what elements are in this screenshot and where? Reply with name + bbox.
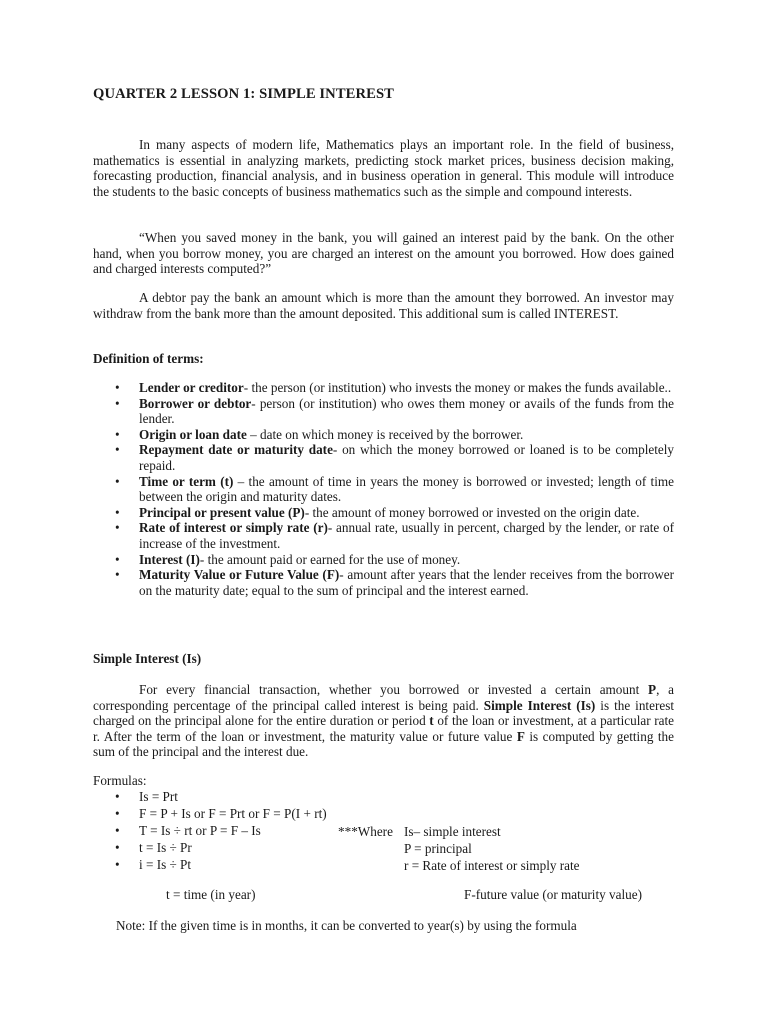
where-item: r = Rate of interest or simply rate	[404, 858, 580, 873]
bullet-icon: •	[115, 442, 120, 458]
bullet-icon: •	[115, 520, 120, 536]
list-item: • Lender or creditor- the person (or institution) who invests the money or makes the funds available..	[115, 380, 672, 395]
list-item: • F = P + Is or F = Prt or F = P(I + rt)	[115, 806, 327, 821]
list-item: • t = Is ÷ Pr	[115, 840, 192, 855]
bullet-icon: •	[115, 395, 120, 411]
list-item: • i = Is ÷ Pt	[115, 857, 192, 872]
simple-interest-paragraph: For every financial transaction, whether you borrowed or invested a certain amount P, a corresponding percentage of the principal called interest is being paid. Simple Interest (Is) is the interest charged on the principal alone for the entire duration or period t of the loan or investment, at a particular rate r. After the term of the loan or investment, the maturity value or future value F is computed by getting the sum of the principal and the interest due.	[93, 682, 674, 760]
bullet-icon: •	[115, 840, 120, 855]
lesson-title: QUARTER 2 LESSON 1: SIMPLE INTEREST	[93, 86, 395, 102]
future-value-definition: F-future value (or maturity value)	[464, 887, 642, 902]
list-item: • Principal or present value (P)- the amount of money borrowed or invested on the origin date.	[115, 504, 640, 520]
interest-paragraph: A debtor pay the bank an amount which is more than the amount they borrowed. An investor may withdraw from the bank more than the amount deposited. This additional sum is called INTEREST.	[93, 290, 674, 321]
intro-paragraph: In many aspects of modern life, Mathematics plays an important role. In the field of business, mathematics is essential in analyzing markets, predicting stock market prices, business decision making, forecasting production, financial analysis, and in business operation in general. This module will introduce the students to the basic concepts of business mathematics such as the simple and compound interests.	[93, 137, 674, 199]
list-item: • Is = Prt	[115, 789, 178, 804]
bullet-icon: •	[115, 380, 120, 395]
list-item: • Origin or loan date – date on which money is received by the borrower.	[115, 426, 524, 442]
bullet-icon: •	[115, 789, 120, 804]
definitions-heading: Definition of terms:	[93, 351, 204, 366]
simple-interest-heading: Simple Interest (Is)	[93, 651, 202, 666]
where-item: P = principal	[404, 841, 472, 856]
list-item: • Maturity Value or Future Value (F)- amount after years that the lender receives from the borrower on the maturity date; equal to the sum of principal and the interest earned.	[115, 567, 674, 598]
list-item: • Borrower or debtor- person (or institution) who owes them money or avails of the funds from the lender.	[115, 395, 674, 427]
bullet-icon: •	[115, 806, 120, 821]
list-item: • Rate of interest or simply rate (r)- annual rate, usually in percent, charged by the lender, or rate of increase of the investment.	[115, 520, 675, 551]
bullet-icon: •	[115, 504, 120, 520]
terms-list	[93, 380, 674, 598]
list-item: • T = Is ÷ rt or P = F – Is	[115, 823, 261, 838]
time-definition: t = time (in year)	[166, 887, 256, 902]
where-label: ***Where	[338, 824, 393, 839]
bullet-icon: •	[115, 551, 120, 567]
list-item: • Repayment date or maturity date- on which the money borrowed or loaned is to be completely repaid.	[115, 442, 674, 473]
bullet-icon: •	[115, 823, 120, 838]
bullet-icon: •	[115, 857, 120, 872]
quote-paragraph: “When you saved money in the bank, you will gained an interest paid by the bank. On the other hand, when you borrow money, you are charged an interest on the amount you borrowed. How does gained and charged interests computed?”	[93, 230, 674, 277]
list-item: • Interest (I)- the amount paid or earned for the use of money.	[115, 551, 461, 567]
bullet-icon: •	[115, 426, 120, 442]
bullet-icon: •	[115, 567, 120, 583]
bullet-icon: •	[115, 473, 120, 489]
list-item: • Time or term (t) – the amount of time in years the money is borrowed or invested; length of time between the origin and maturity dates.	[115, 473, 675, 505]
formulas-label: Formulas:	[93, 773, 147, 788]
where-item: Is– simple interest	[404, 824, 501, 839]
note-text: Note: If the given time is in months, it can be converted to year(s) by using the formula	[116, 918, 577, 933]
